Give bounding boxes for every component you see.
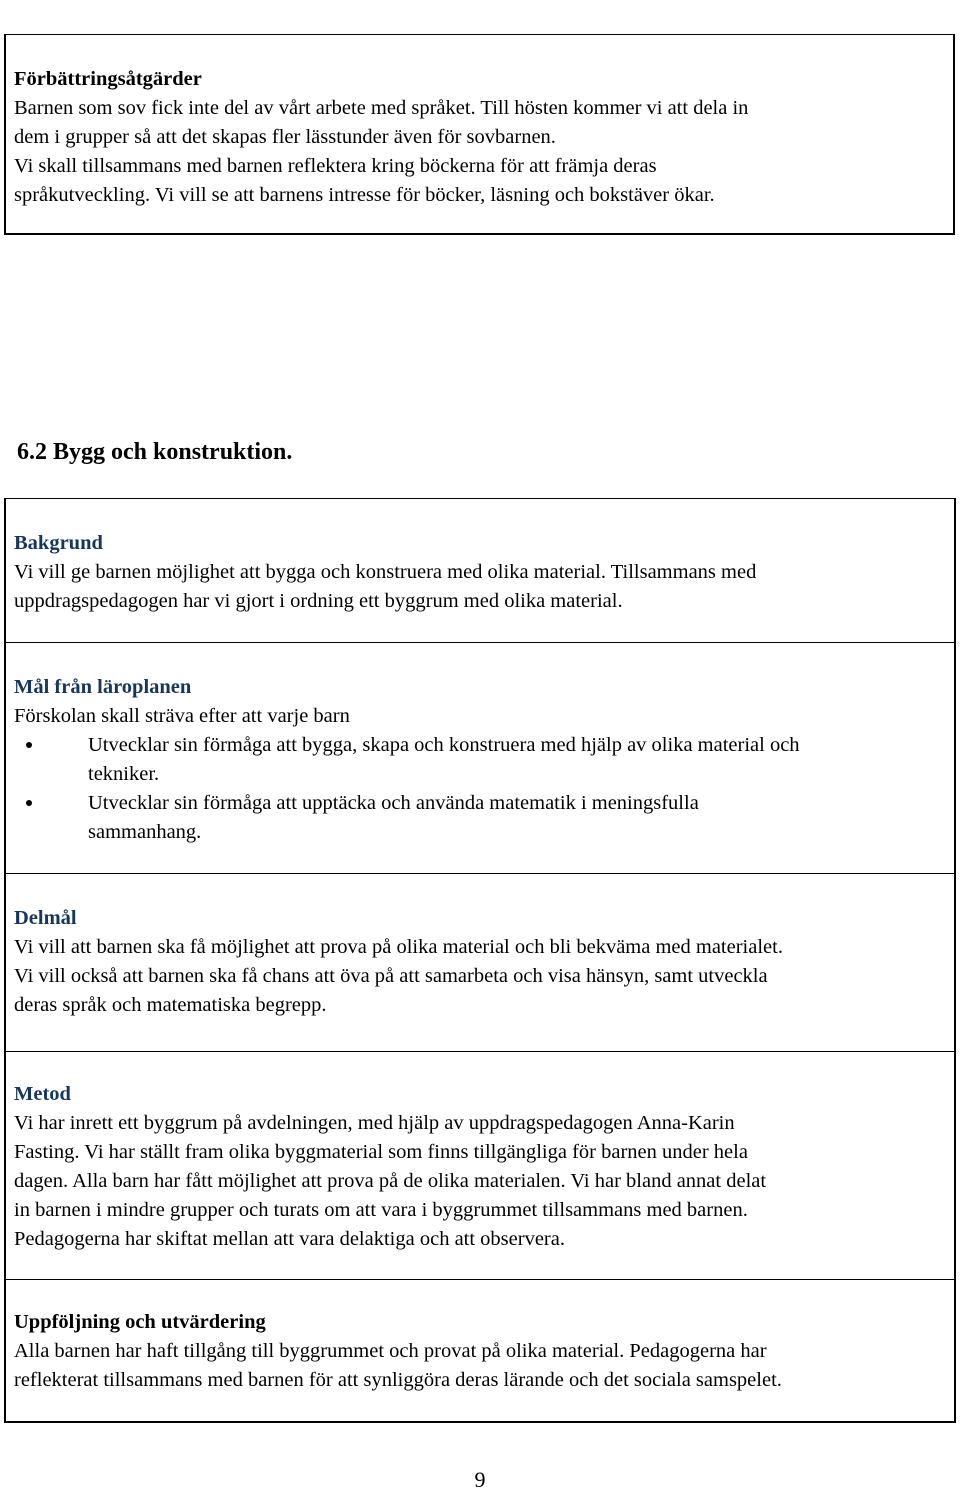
activity-table — [4, 498, 956, 1423]
uppfoljning-line: Alla barnen har haft tillgång till byggrummet och provat på olika material. Pedagogerna har — [14, 1340, 767, 1362]
uppfoljning-line: reflekterat tillsammans med barnen för att synliggöra deras lärande och det sociala samspelet. — [14, 1369, 782, 1391]
improvement-box — [4, 34, 955, 235]
mal-bullet-item — [14, 789, 954, 847]
bullet-text: tekniker. — [88, 763, 160, 785]
metod-line: Pedagogerna har skiftat mellan att vara delaktiga och att observera. — [14, 1228, 565, 1250]
metod-heading: Metod — [14, 1083, 71, 1105]
delmal-line: Vi vill också att barnen ska få chans att öva på att samarbeta och visa hänsyn, samt utveckla — [14, 965, 768, 987]
improvement-line: språkutveckling. Vi vill se att barnens intresse för böcker, läsning och bokstäver ökar. — [14, 184, 715, 206]
bakgrund-heading: Bakgrund — [14, 532, 103, 554]
mal-heading: Mål från läroplanen — [14, 676, 192, 698]
mal-bullet-item — [14, 731, 954, 789]
metod-line: Fasting. Vi har ställt fram olika byggmaterial som finns tillgängliga för barnen under hela — [14, 1141, 748, 1163]
row-metod — [6, 1051, 954, 1279]
row-mal — [6, 642, 954, 873]
bullet-icon — [26, 800, 32, 806]
delmal-heading: Delmål — [14, 907, 77, 929]
bullet-text: sammanhang. — [88, 821, 202, 843]
metod-line: in barnen i mindre grupper och turats om att vara i byggrummet tillsammans med barnen. — [14, 1199, 748, 1221]
row-uppfoljning — [6, 1279, 954, 1422]
bullet-text: Utvecklar sin förmåga att upptäcka och använda matematik i meningsfulla — [88, 792, 699, 814]
bakgrund-line: uppdragspedagogen har vi gjort i ordning ett byggrum med olika material. — [14, 590, 623, 612]
uppfoljning-heading: Uppföljning och utvärdering — [14, 1311, 266, 1333]
bullet-text: Utvecklar sin förmåga att bygga, skapa och konstruera med hjälp av olika material och — [88, 734, 800, 756]
mal-bullet-list — [14, 731, 954, 847]
delmal-line: Vi vill att barnen ska få möjlighet att prova på olika material och bli bekväma med materialet. — [14, 936, 783, 958]
improvement-line: dem i grupper så att det skapas fler lässtunder även för sovbarnen. — [14, 126, 556, 148]
page-number: 9 — [474, 1467, 486, 1492]
mal-intro: Förskolan skall sträva efter att varje barn — [14, 705, 350, 727]
metod-line: Vi har inrett ett byggrum på avdelningen, med hjälp av uppdragspedagogen Anna-Karin — [14, 1112, 735, 1134]
improvement-heading: Förbättringsåtgärder — [14, 68, 202, 90]
improvement-line: Barnen som sov fick inte del av vårt arbete med språket. Till hösten kommer vi att dela in — [14, 97, 749, 119]
section-title: 6.2 Bygg och konstruktion. — [17, 439, 293, 465]
delmal-line: deras språk och matematiska begrepp. — [14, 994, 327, 1016]
row-delmal — [6, 873, 954, 1051]
bullet-icon — [26, 742, 32, 748]
bakgrund-line: Vi vill ge barnen möjlighet att bygga och konstruera med olika material. Tillsammans med — [14, 561, 757, 583]
metod-line: dagen. Alla barn har fått möjlighet att prova på de olika materialen. Vi har bland annat delat — [14, 1170, 767, 1192]
row-bakgrund — [6, 499, 954, 642]
improvement-line: Vi skall tillsammans med barnen reflektera kring böckerna för att främja deras — [14, 155, 657, 177]
